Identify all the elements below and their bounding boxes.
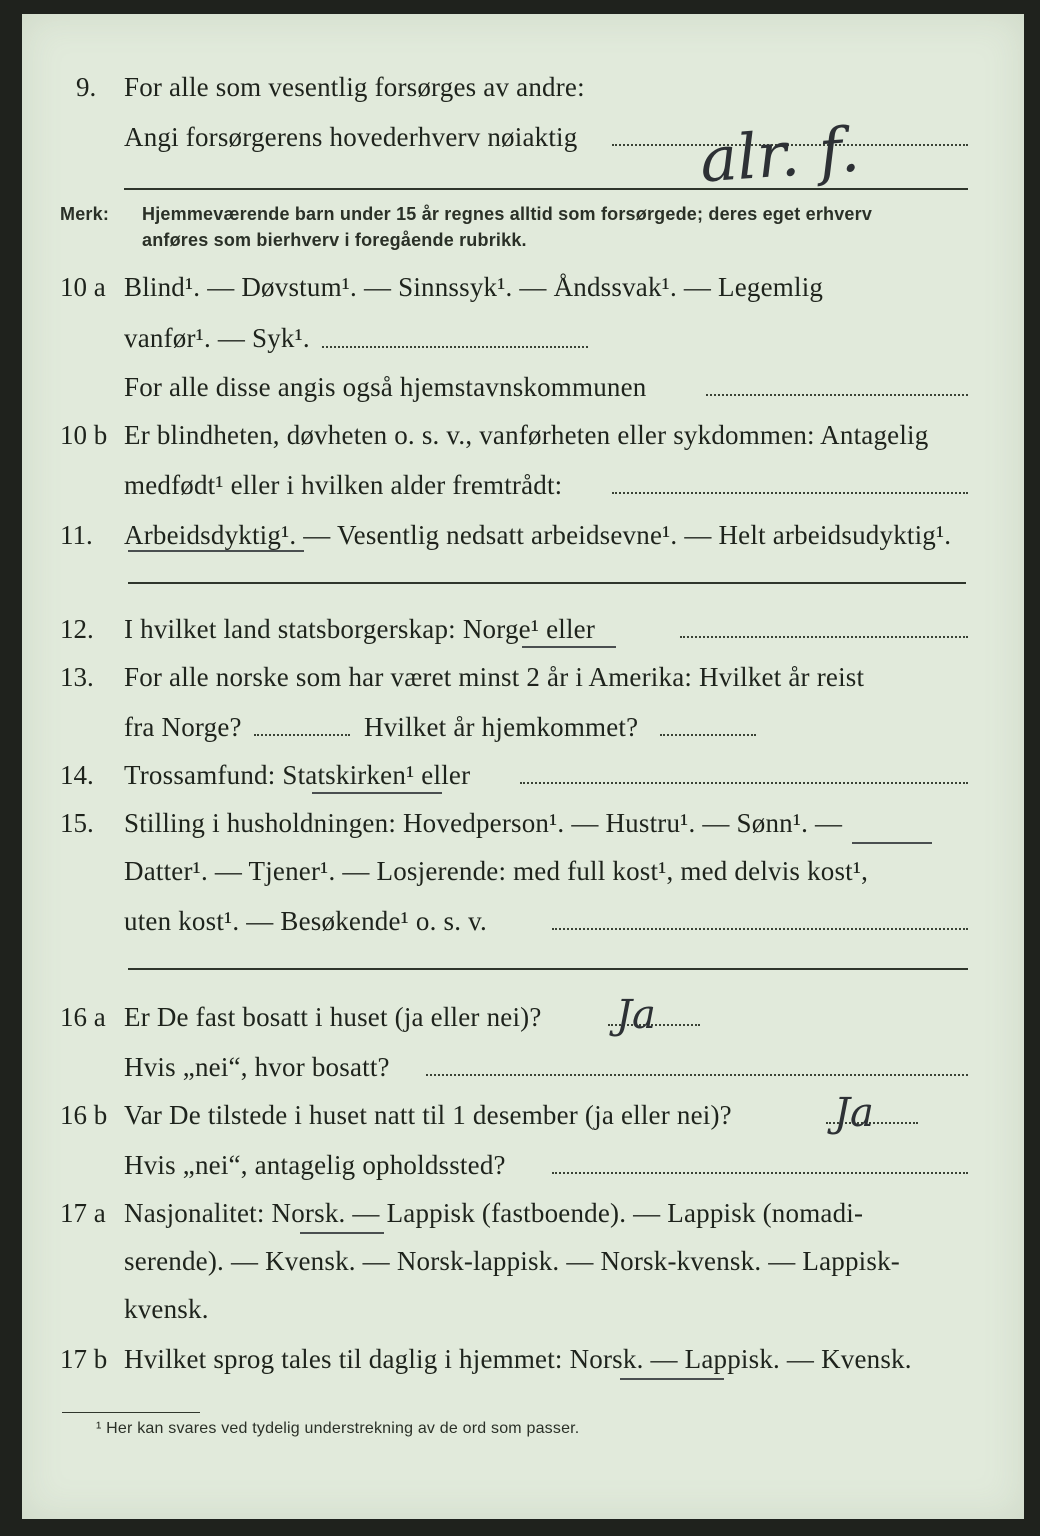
answer-dotted-line — [254, 734, 350, 736]
question-13-number: 13. — [60, 662, 94, 692]
question-16b-number: 16 b — [60, 1100, 108, 1130]
underline-mark — [300, 1232, 384, 1234]
question-16a-text-line2: Hvis „nei“, hvor bosatt? — [124, 1052, 390, 1082]
answer-dotted-line — [520, 782, 968, 784]
question-10a-text-line2: vanfør¹. — Syk¹. — [124, 323, 310, 353]
question-10a-text-line1: Blind¹. — Døvstum¹. — Sinnssyk¹. — Åndssvak¹. — Legemlig — [124, 272, 824, 302]
question-16b-text-line2: Hvis „nei“, antagelig opholdssted? — [124, 1150, 506, 1180]
footnote-text: ¹ Her kan svares ved tydelig understrekning av de ord som passer. — [96, 1420, 580, 1437]
question-17a-text-line3: kvensk. — [124, 1294, 209, 1324]
question-14-number: 14. — [60, 760, 94, 790]
note-text-line1: Hjemmeværende barn under 15 år regnes alltid som forsørgede; deres eget erhverv — [142, 204, 873, 224]
underline-mark — [312, 792, 442, 794]
answer-dotted-line — [680, 636, 968, 638]
divider-line — [124, 188, 968, 190]
question-14-text: Trossamfund: Statskirken¹ eller — [124, 760, 471, 790]
question-12-number: 12. — [60, 614, 94, 644]
question-10a-text-line3: For alle disse angis også hjemstavnskommunen — [124, 372, 647, 402]
underline-mark — [852, 842, 932, 844]
question-15-text-line2: Datter¹. — Tjener¹. — Losjerende: med full kost¹, med delvis kost¹, — [124, 856, 869, 886]
underline-mark — [620, 1378, 724, 1380]
question-17a-text-line2: serende). — Kvensk. — Norsk-lappisk. — Norsk-kvensk. — Lappisk- — [124, 1246, 900, 1276]
answer-dotted-line — [552, 928, 968, 930]
question-17a-number: 17 a — [60, 1198, 106, 1228]
underline-mark — [128, 550, 304, 552]
divider-line — [128, 582, 966, 584]
answer-dotted-line — [426, 1074, 968, 1076]
question-16a-number: 16 a — [60, 1002, 106, 1032]
question-9-number: 9. — [76, 72, 97, 102]
divider-line — [128, 968, 968, 970]
question-13-text-line2a: fra Norge? — [124, 712, 242, 742]
question-15-text-line1: Stilling i husholdningen: Hovedperson¹. — Hustru¹. — Sønn¹. — — [124, 808, 843, 838]
question-11-number: 11. — [60, 520, 93, 550]
question-10a-number: 10 a — [60, 272, 106, 302]
handwritten-answer-q9: alr. f. — [697, 112, 862, 197]
underline-mark — [522, 646, 616, 648]
question-15-text-line3: uten kost¹. — Besøkende¹ o. s. v. — [124, 906, 488, 936]
handwritten-answer-q16a: Ja — [616, 992, 656, 1038]
note-text-line2: anføres som bierhverv i foregående rubrikk. — [142, 230, 527, 250]
question-15-number: 15. — [60, 808, 94, 838]
question-10b-number: 10 b — [60, 420, 108, 450]
question-10b-text-line1: Er blindheten, døvheten o. s. v., vanførheten eller sykdommen: Antagelig — [124, 420, 929, 450]
question-13-text-line2b: Hvilket år hjemkommet? — [364, 712, 639, 742]
question-13-text-line1: For alle norske som har været minst 2 år i Amerika: Hvilket år reist — [124, 662, 865, 692]
question-17a-text-line1: Nasjonalitet: Norsk. — Lappisk (fastboende). — Lappisk (nomadi- — [124, 1198, 864, 1228]
question-16a-text-line1: Er De fast bosatt i huset (ja eller nei)? — [124, 1002, 542, 1032]
note-label: Merk: — [60, 204, 110, 224]
answer-dotted-line — [612, 492, 968, 494]
question-17b-number: 17 b — [60, 1344, 108, 1374]
question-9-text-line1: For alle som vesentlig forsørges av andre: — [124, 72, 585, 102]
answer-dotted-line — [706, 394, 968, 396]
answer-dotted-line — [552, 1172, 968, 1174]
question-10b-text-line2: medfødt¹ eller i hvilken alder fremtrådt: — [124, 470, 563, 500]
question-9-text-line2: Angi forsørgerens hovederhverv nøiaktig — [124, 122, 578, 152]
footnote-divider — [62, 1412, 200, 1413]
answer-dotted-line — [322, 346, 588, 348]
handwritten-answer-q16b: Ja — [834, 1090, 874, 1136]
question-12-text: I hvilket land statsborgerskap: Norge¹ eller — [124, 614, 596, 644]
question-11-text: Arbeidsdyktig¹. — Vesentlig nedsatt arbeidsevne¹. — Helt arbeidsudyktig¹. — [124, 520, 952, 550]
answer-dotted-line — [660, 734, 756, 736]
question-17b-text: Hvilket sprog tales til daglig i hjemmet: Norsk. — Lappisk. — Kvensk. — [124, 1344, 912, 1374]
question-16b-text-line1: Var De tilstede i huset natt til 1 desember (ja eller nei)? — [124, 1100, 732, 1130]
